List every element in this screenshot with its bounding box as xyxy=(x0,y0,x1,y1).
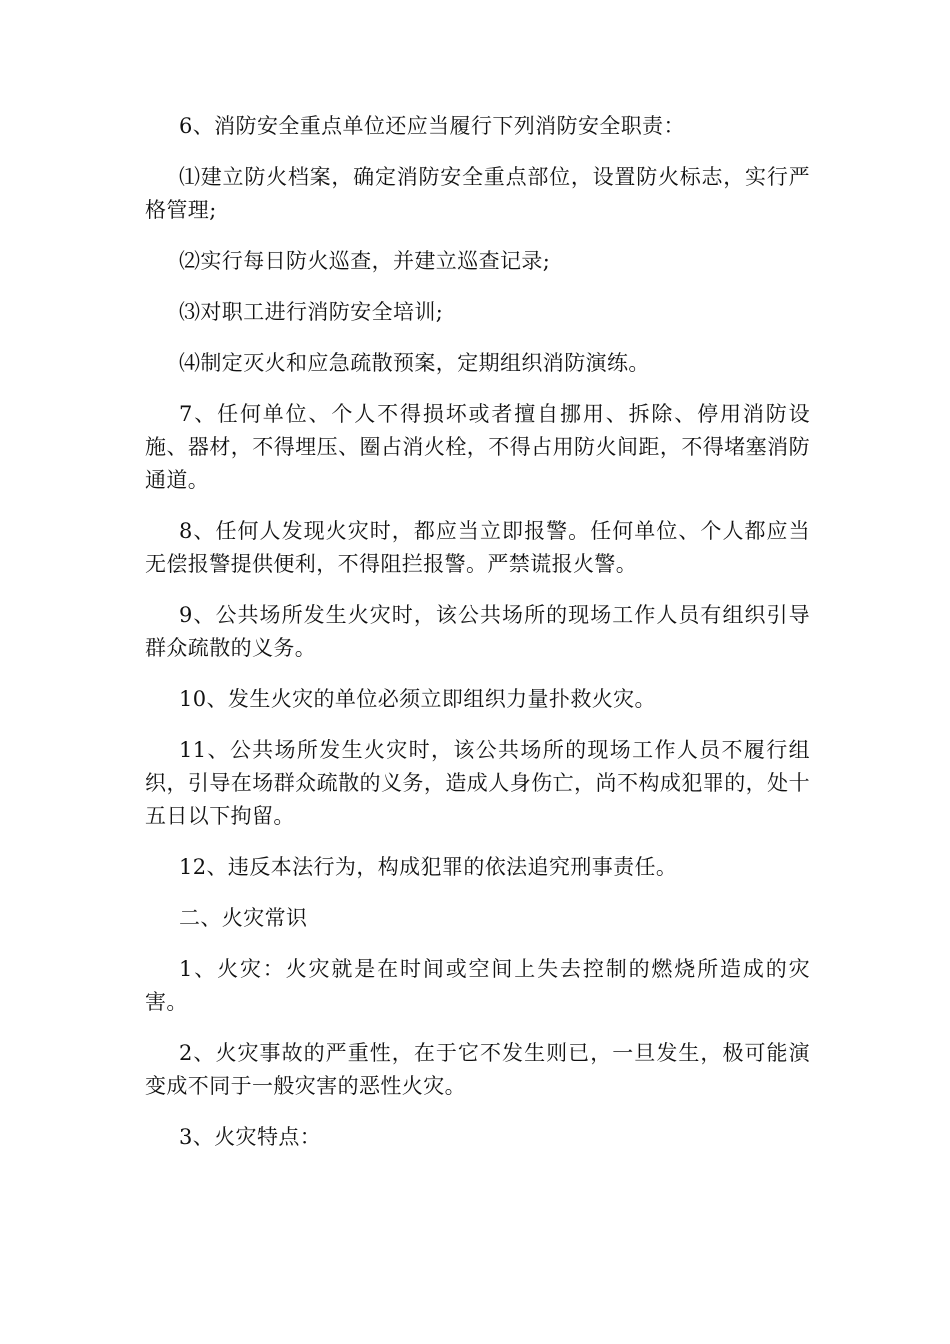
paragraph-fire-1: 1、火灾：火灾就是在时间或空间上失去控制的燃烧所造成的灾害。 xyxy=(145,957,810,1014)
paragraph-item-12: 12、违反本法行为，构成犯罪的依法追究刑事责任。 xyxy=(179,855,678,879)
paragraph-fire-3: 3、火灾特点： xyxy=(179,1125,322,1149)
paragraph-sub-3: ⑶对职工进行消防安全培训; xyxy=(179,300,444,324)
document-body xyxy=(145,110,810,1172)
paragraph-item-7: 7、任何单位、个人不得损坏或者擅自挪用、拆除、停用消防设施、器材，不得埋压、圈占消火栓，不得占用防火间距，不得堵塞消防通道。 xyxy=(145,402,810,492)
paragraph-sub-1: ⑴建立防火档案，确定消防安全重点部位，设置防火标志，实行严格管理; xyxy=(145,165,810,222)
paragraph-item-8: 8、任何人发现火灾时，都应当立即报警。任何单位、个人都应当无偿报警提供便利，不得阻拦报警。严禁谎报火警。 xyxy=(145,519,810,576)
section-heading-fire-knowledge: 二、火灾常识 xyxy=(179,906,308,930)
paragraph-item-6: 6、消防安全重点单位还应当履行下列消防安全职责： xyxy=(179,114,685,138)
paragraph-item-11: 11、公共场所发生火灾时，该公共场所的现场工作人员不履行组织，引导在场群众疏散的义务，造成人身伤亡，尚不构成犯罪的，处十五日以下拘留。 xyxy=(145,738,810,828)
paragraph-sub-4: ⑷制定灭火和应急疏散预案，定期组织消防演练。 xyxy=(179,351,650,375)
paragraph-item-9: 9、公共场所发生火灾时，该公共场所的现场工作人员有组织引导群众疏散的义务。 xyxy=(145,603,810,660)
paragraph-fire-2: 2、火灾事故的严重性，在于它不发生则已，一旦发生，极可能演变成不同于一般灾害的恶性火灾。 xyxy=(145,1041,810,1098)
paragraph-item-10: 10、发生火灾的单位必须立即组织力量扑救火灾。 xyxy=(179,687,656,711)
paragraph-sub-2: ⑵实行每日防火巡查，并建立巡查记录; xyxy=(179,249,551,273)
